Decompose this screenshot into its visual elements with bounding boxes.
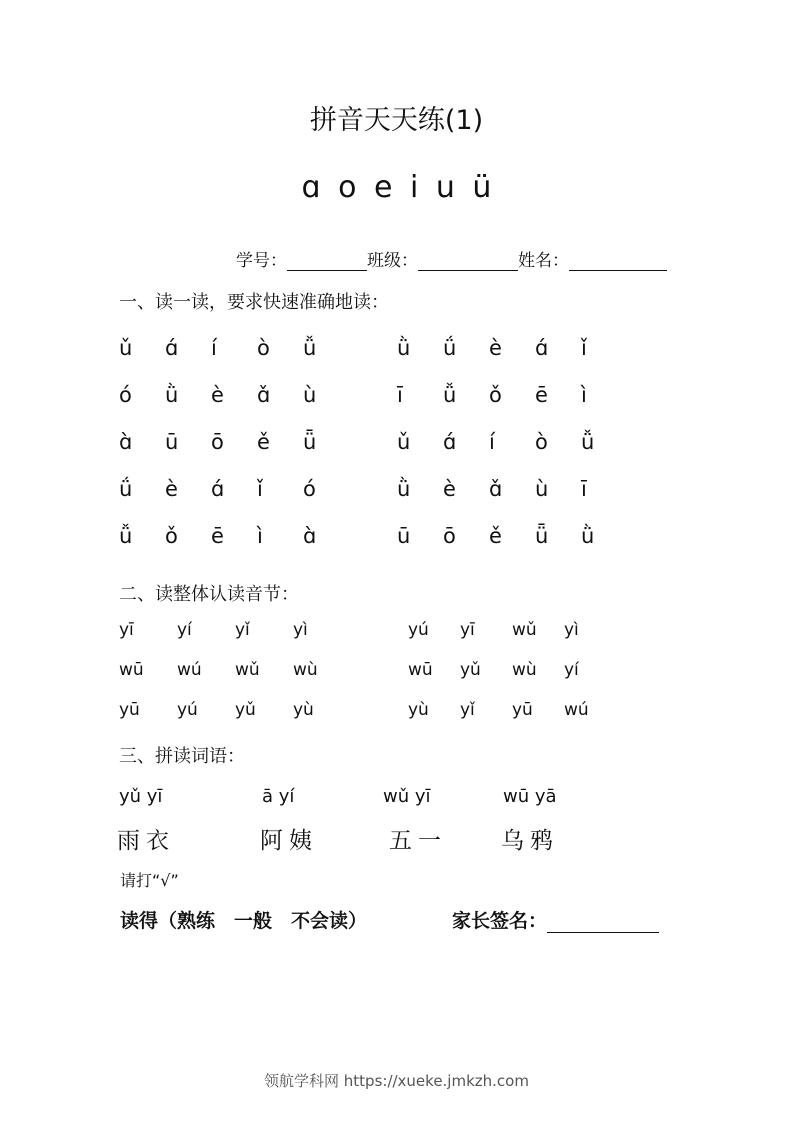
syllable-row (119, 620, 351, 640)
pinyin-syllable: ǘ (119, 477, 133, 501)
parent-signature-label: 家长签名： (452, 910, 548, 932)
syllable: yǔ (460, 660, 481, 680)
syllable-row (408, 700, 616, 720)
syllable: wū (408, 660, 433, 680)
syllable: yǔ (235, 700, 256, 720)
syllable: wù (512, 660, 537, 680)
pinyin-syllable: ō (443, 524, 456, 548)
pinyin-syllable: è (211, 383, 224, 407)
word-hanzi: 雨衣 (117, 828, 175, 854)
pinyin-syllable: ɑ́ (535, 336, 549, 360)
section2-right-list (408, 620, 616, 740)
pinyin-syllable: è (165, 477, 178, 501)
pinyin-syllable: ì (257, 524, 263, 548)
pinyin-syllable: ǔ (119, 336, 133, 360)
pinyin-syllable: ɑ́ (443, 430, 457, 454)
pinyin-syllable: ě (257, 430, 270, 454)
pinyin-syllable: í (489, 430, 495, 454)
name-blank[interactable] (569, 250, 667, 271)
pinyin-syllable: ɑ̀ (303, 524, 317, 548)
pinyin-syllable: ē (535, 383, 548, 407)
word-pinyin: ā yí (262, 786, 295, 807)
pinyin-syllable: ó (119, 383, 132, 407)
syllable: yū (119, 700, 140, 720)
syllable: yū (512, 700, 533, 720)
pinyin-syllable: ǘ (443, 336, 457, 360)
section3-heading: 三、拼读词语： (119, 746, 245, 767)
pinyin-syllable: ī (397, 383, 403, 407)
parent-signature-row (452, 906, 659, 933)
pinyin-syllable: ù (535, 477, 549, 501)
pinyin-syllable: í (211, 336, 217, 360)
pinyin-syllable: ǒ (165, 524, 178, 548)
syllable-row (119, 700, 351, 720)
pinyin-syllable: ǜ (397, 477, 411, 501)
syllable: yú (408, 620, 429, 640)
pinyin-syllable: ě (489, 524, 502, 548)
word-hanzi: 乌鸦 (501, 828, 559, 854)
word-pinyin: yǔ yī (119, 786, 163, 807)
pinyin-syllable: ǚ (303, 336, 317, 360)
vowel-list: ɑ o e i u ü (301, 170, 492, 205)
section1-left-grid (119, 336, 349, 548)
page-title: 拼音天天练(1) (309, 105, 484, 136)
syllable: yǐ (460, 700, 475, 720)
section1-right-grid (397, 336, 627, 548)
section2-heading: 二、读整体认读音节： (119, 584, 299, 605)
pinyin-syllable: ō (211, 430, 224, 454)
syllable: yǐ (235, 620, 250, 640)
pinyin-syllable: ǜ (581, 524, 595, 548)
syllable: yí (177, 620, 192, 640)
pinyin-syllable: ì (581, 383, 587, 407)
pinyin-syllable: ǚ (443, 383, 457, 407)
section1-heading: 一、读一读，要求快速准确地读： (119, 292, 389, 313)
pinyin-syllable: ó (303, 477, 316, 501)
pinyin-syllable: ǔ (397, 430, 411, 454)
student-no-label: 学号： (236, 251, 287, 271)
pinyin-syllable: ǖ (535, 524, 549, 548)
pinyin-syllable: ǖ (303, 430, 317, 454)
pinyin-syllable: ǐ (581, 336, 587, 360)
pinyin-syllable: ū (397, 524, 411, 548)
syllable: yì (564, 620, 579, 640)
name-label: 姓名： (518, 251, 569, 271)
footer-source: 领航学科网 https://xueke.jmkzh.com (264, 1072, 529, 1090)
class-label: 班级： (367, 251, 418, 271)
pinyin-syllable: ē (211, 524, 224, 548)
word-hanzi: 五一 (389, 828, 447, 854)
syllable: yī (119, 620, 134, 640)
pinyin-syllable: è (489, 336, 502, 360)
word-pinyin: wǔ yī (383, 786, 431, 807)
syllable: wù (293, 660, 318, 680)
word-pinyin: wū yā (503, 786, 557, 807)
syllable: yù (293, 700, 314, 720)
syllable: yù (408, 700, 429, 720)
syllable: wú (564, 700, 589, 720)
syllable-row (119, 660, 351, 680)
pinyin-syllable: ū (165, 430, 179, 454)
syllable-row (408, 660, 616, 680)
student-no-blank[interactable] (287, 250, 367, 271)
pinyin-syllable: ɑ̀ (119, 430, 133, 454)
check-prompt: 请打“√” (120, 871, 179, 890)
pinyin-syllable: ɑ̌ (257, 383, 271, 407)
parent-signature-blank[interactable] (547, 912, 659, 933)
pinyin-syllable: ī (581, 477, 587, 501)
syllable: wǔ (512, 620, 537, 640)
pinyin-syllable: ǚ (119, 524, 133, 548)
reading-rating: 读得（熟练 一般 不会读） (120, 910, 368, 932)
pinyin-syllable: ɑ́ (211, 477, 225, 501)
syllable: yì (293, 620, 308, 640)
pinyin-syllable: ǒ (489, 383, 502, 407)
syllable: yī (460, 620, 475, 640)
syllable: wǔ (235, 660, 260, 680)
student-info-row (236, 246, 667, 271)
syllable: wú (177, 660, 202, 680)
syllable: yí (564, 660, 579, 680)
syllable: yú (177, 700, 198, 720)
pinyin-syllable: ò (257, 336, 270, 360)
syllable: wū (119, 660, 144, 680)
section2-left-list (119, 620, 351, 740)
pinyin-syllable: ǐ (257, 477, 263, 501)
pinyin-syllable: ò (535, 430, 548, 454)
syllable-row (408, 620, 616, 640)
pinyin-syllable: ɑ̌ (489, 477, 503, 501)
class-blank[interactable] (418, 250, 518, 271)
pinyin-syllable: ǚ (581, 430, 595, 454)
word-hanzi: 阿姨 (260, 828, 318, 854)
pinyin-syllable: ǜ (165, 383, 179, 407)
pinyin-syllable: ǜ (397, 336, 411, 360)
pinyin-syllable: ù (303, 383, 317, 407)
pinyin-syllable: ɑ́ (165, 336, 179, 360)
pinyin-syllable: è (443, 477, 456, 501)
